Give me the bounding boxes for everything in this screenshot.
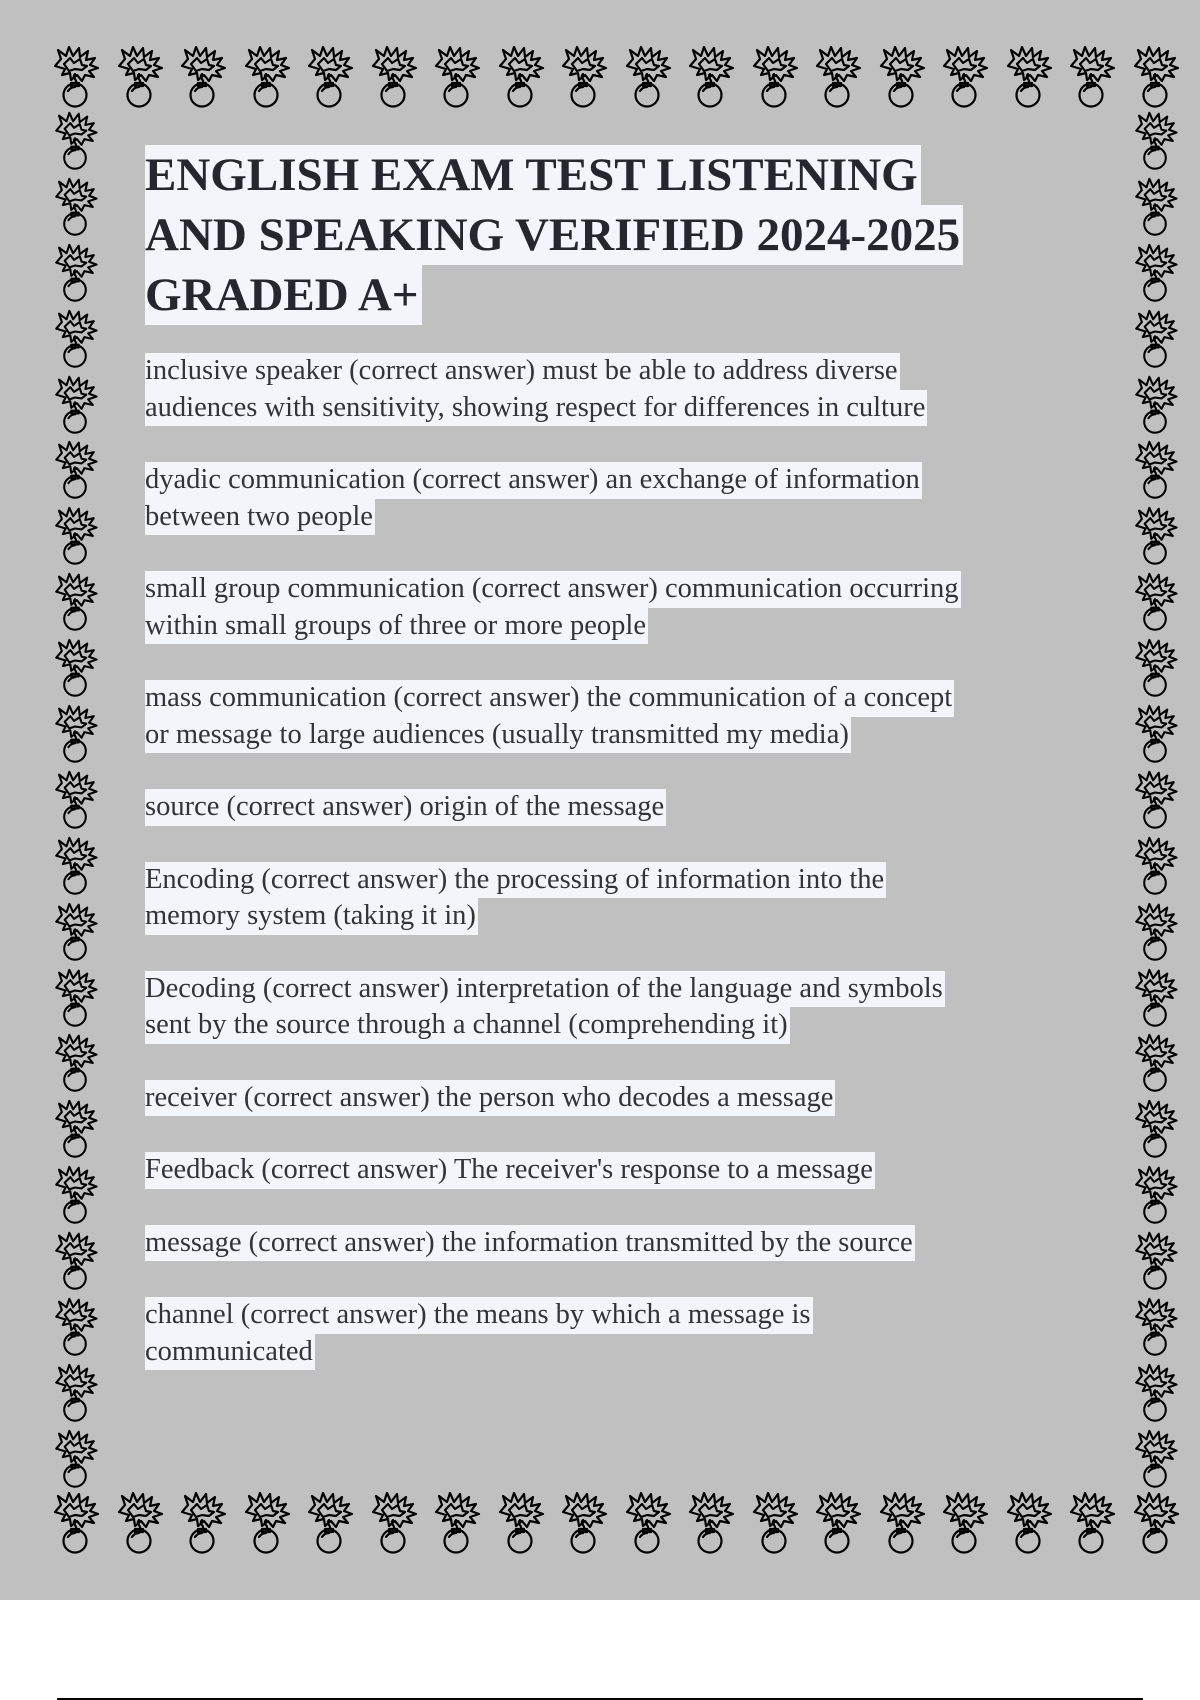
bomb-icon xyxy=(49,1362,101,1424)
bomb-icon xyxy=(1129,835,1181,897)
bomb-icon xyxy=(49,1296,101,1358)
bomb-icon xyxy=(49,1032,101,1094)
bomb-icon xyxy=(49,1428,101,1490)
term-text: between two people xyxy=(145,499,375,536)
bomb-icon xyxy=(49,703,101,765)
term-list xyxy=(145,353,1085,1370)
bomb-icon xyxy=(938,1490,990,1556)
bomb-icon xyxy=(49,769,101,831)
bomb-icon xyxy=(1129,242,1181,304)
term-entry xyxy=(145,571,1085,644)
bomb-icon xyxy=(1129,967,1181,1029)
bomb-icon xyxy=(430,1490,482,1556)
bomb-icon xyxy=(49,637,101,699)
bomb-icon xyxy=(684,44,736,110)
bomb-icon xyxy=(684,1490,736,1556)
bomb-icon xyxy=(49,439,101,501)
term-text: or message to large audiences (usually transmitted my media) xyxy=(145,717,851,754)
bomb-icon xyxy=(1065,44,1117,110)
term-text: channel (correct answer) the means by which a message is xyxy=(145,1297,813,1334)
bomb-icon xyxy=(240,1490,292,1556)
title-line: ENGLISH EXAM TEST LISTENING xyxy=(145,145,921,205)
bomb-icon xyxy=(1129,1098,1181,1160)
bomb-icon xyxy=(1129,769,1181,831)
term-text: small group communication (correct answer) communication occurring xyxy=(145,571,961,608)
bomb-icon xyxy=(875,44,927,110)
bomb-icon xyxy=(240,44,292,110)
bomb-icon xyxy=(1129,703,1181,765)
term-text: receiver (correct answer) the person who decodes a message xyxy=(145,1080,835,1117)
title-line: AND SPEAKING VERIFIED 2024-2025 xyxy=(145,205,963,265)
bomb-icon xyxy=(49,571,101,633)
term-text: Encoding (correct answer) the processing of information into the xyxy=(145,862,886,899)
term-entry xyxy=(145,862,1085,935)
bomb-icon xyxy=(1129,1296,1181,1358)
bomb-icon xyxy=(367,44,419,110)
document-title xyxy=(145,145,1085,325)
bomb-icon xyxy=(49,901,101,963)
bomb-icon xyxy=(49,1490,101,1556)
bomb-icon xyxy=(811,44,863,110)
term-text: mass communication (correct answer) the communication of a concept xyxy=(145,680,954,717)
bomb-icon xyxy=(1129,44,1181,110)
border-right xyxy=(1129,110,1181,1490)
bomb-icon xyxy=(49,967,101,1029)
bomb-icon xyxy=(1065,1490,1117,1556)
bomb-icon xyxy=(1129,176,1181,238)
term-text: sent by the source through a channel (comprehending it) xyxy=(145,1007,790,1044)
bomb-icon xyxy=(557,44,609,110)
term-entry xyxy=(145,971,1085,1044)
term-entry xyxy=(145,1297,1085,1370)
bomb-icon xyxy=(367,1490,419,1556)
bomb-icon xyxy=(49,176,101,238)
bomb-icon xyxy=(49,835,101,897)
term-text: communicated xyxy=(145,1334,315,1371)
bomb-icon xyxy=(1129,1032,1181,1094)
bomb-icon xyxy=(748,44,800,110)
bomb-icon xyxy=(303,44,355,110)
term-text: memory system (taking it in) xyxy=(145,898,478,935)
bomb-icon xyxy=(1002,1490,1054,1556)
border-bottom xyxy=(49,1490,1181,1556)
bomb-icon xyxy=(49,1230,101,1292)
bomb-icon xyxy=(494,1490,546,1556)
bomb-icon xyxy=(811,1490,863,1556)
bomb-icon xyxy=(49,505,101,567)
term-entry xyxy=(145,1080,1085,1117)
bomb-icon xyxy=(49,308,101,370)
term-text: dyadic communication (correct answer) an exchange of information xyxy=(145,462,922,499)
bomb-icon xyxy=(49,1164,101,1226)
term-text: Feedback (correct answer) The receiver's response to a message xyxy=(145,1152,875,1189)
bomb-icon xyxy=(1129,308,1181,370)
term-text: within small groups of three or more people xyxy=(145,608,648,645)
bomb-icon xyxy=(1129,1490,1181,1556)
bomb-icon xyxy=(494,44,546,110)
bomb-icon xyxy=(176,1490,228,1556)
term-entry xyxy=(145,1225,1085,1262)
bomb-icon xyxy=(49,374,101,436)
term-text: source (correct answer) origin of the message xyxy=(145,789,666,826)
bomb-icon xyxy=(1129,505,1181,567)
bomb-icon xyxy=(875,1490,927,1556)
bomb-icon xyxy=(176,44,228,110)
bomb-icon xyxy=(113,1490,165,1556)
bomb-icon xyxy=(49,1098,101,1160)
bomb-icon xyxy=(748,1490,800,1556)
term-entry xyxy=(145,789,1085,826)
document-content xyxy=(145,145,1085,1406)
bomb-icon xyxy=(1129,1164,1181,1226)
bomb-icon xyxy=(1129,901,1181,963)
bomb-icon xyxy=(1129,1362,1181,1424)
bomb-icon xyxy=(49,110,101,172)
bomb-icon xyxy=(113,44,165,110)
bomb-icon xyxy=(1129,1428,1181,1490)
bomb-icon xyxy=(1129,637,1181,699)
bomb-icon xyxy=(1129,571,1181,633)
term-entry xyxy=(145,462,1085,535)
bomb-icon xyxy=(938,44,990,110)
bomb-icon xyxy=(1129,374,1181,436)
bomb-icon xyxy=(49,44,101,110)
bomb-icon xyxy=(557,1490,609,1556)
term-entry xyxy=(145,1152,1085,1189)
border-top xyxy=(49,44,1181,110)
border-left xyxy=(49,110,101,1490)
term-text: inclusive speaker (correct answer) must be able to address diverse xyxy=(145,353,900,390)
bomb-icon xyxy=(1129,439,1181,501)
title-line: GRADED A+ xyxy=(145,265,422,325)
bomb-icon xyxy=(621,44,673,110)
bomb-icon xyxy=(303,1490,355,1556)
term-text: Decoding (correct answer) interpretation of the language and symbols xyxy=(145,971,945,1008)
term-text: audiences with sensitivity, showing respect for differences in culture xyxy=(145,390,927,427)
bomb-icon xyxy=(430,44,482,110)
term-entry xyxy=(145,680,1085,753)
term-entry xyxy=(145,353,1085,426)
term-text: message (correct answer) the information transmitted by the source xyxy=(145,1225,915,1262)
bomb-icon xyxy=(1129,110,1181,172)
bomb-icon xyxy=(1002,44,1054,110)
bomb-icon xyxy=(621,1490,673,1556)
bomb-icon xyxy=(1129,1230,1181,1292)
bomb-icon xyxy=(49,242,101,304)
